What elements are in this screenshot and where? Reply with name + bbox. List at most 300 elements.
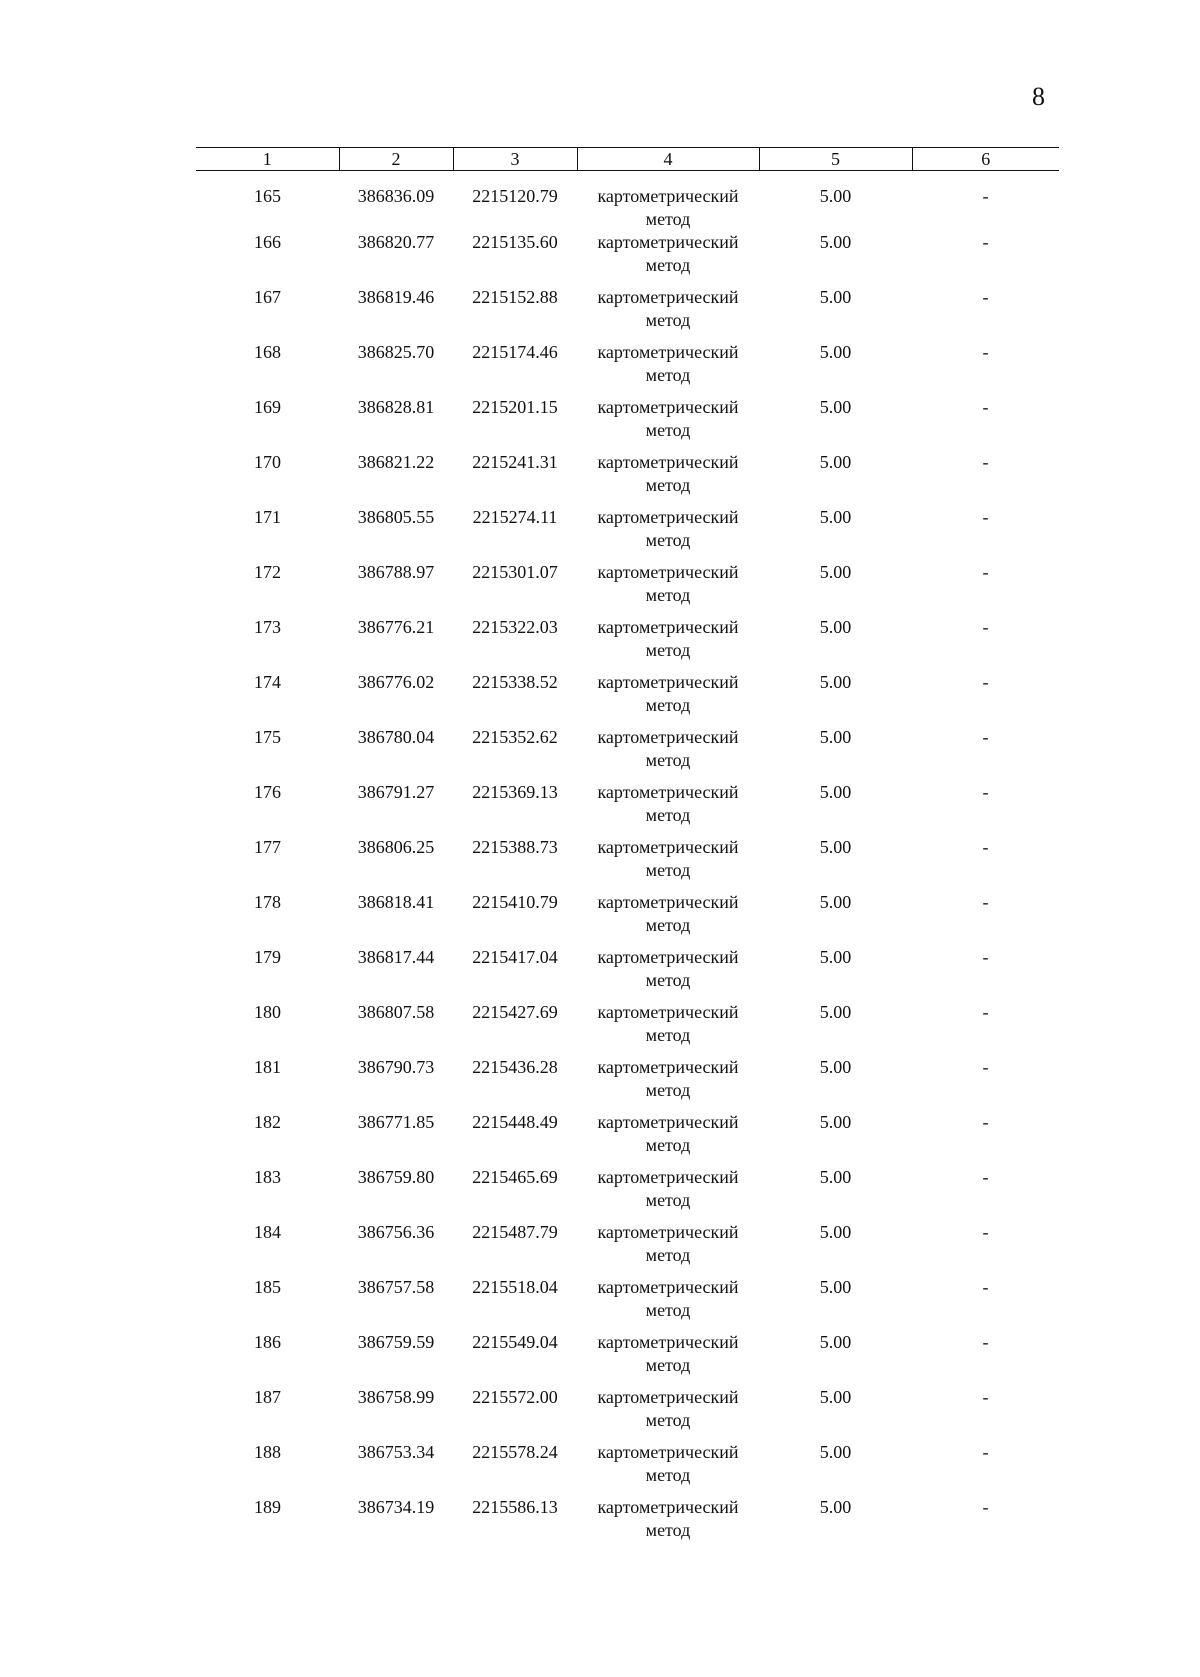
- table-row: [196, 836, 1059, 891]
- table-body: [196, 171, 1059, 1552]
- method-cell-text: картометрический: [597, 1222, 739, 1242]
- accuracy-cell-text: 5.00: [819, 782, 852, 802]
- method-cell: [577, 616, 759, 671]
- x-coordinate-cell: [339, 171, 453, 232]
- x-coordinate-cell: [339, 836, 453, 891]
- table-row: [196, 286, 1059, 341]
- header-cell-5: 5: [759, 148, 912, 171]
- note-cell-text: -: [982, 782, 989, 802]
- method-cell-text: картометрический: [597, 1167, 739, 1187]
- method-cell: [577, 286, 759, 341]
- method-cell-text: картометрический: [597, 617, 739, 637]
- note-cell-text: -: [982, 287, 989, 307]
- note-cell-text: -: [982, 1332, 989, 1352]
- note-cell: [912, 286, 1059, 341]
- method-cell-text: картометрический: [597, 1002, 739, 1022]
- note-cell: [912, 506, 1059, 561]
- accuracy-cell-text: 5.00: [819, 1167, 852, 1187]
- point-number-cell-text: 167: [254, 287, 281, 307]
- method-cell-text: картометрический: [597, 342, 739, 362]
- accuracy-cell: [759, 616, 912, 671]
- note-cell-text: -: [982, 507, 989, 527]
- method-cell-text: метод: [645, 255, 691, 275]
- method-cell-text: метод: [645, 1025, 691, 1045]
- accuracy-cell: [759, 1496, 912, 1551]
- table-row: [196, 1221, 1059, 1276]
- x-coordinate-cell: [339, 1276, 453, 1331]
- y-coordinate-cell-text: 2215465.69: [472, 1167, 558, 1187]
- note-cell: [912, 836, 1059, 891]
- point-number-cell-text: 189: [254, 1497, 281, 1517]
- note-cell-text: -: [982, 1222, 989, 1242]
- x-coordinate-cell-text: 386753.34: [357, 1442, 435, 1462]
- y-coordinate-cell: [453, 781, 577, 836]
- accuracy-cell: [759, 286, 912, 341]
- method-cell-text: картометрический: [597, 397, 739, 417]
- method-cell-text: метод: [645, 310, 691, 330]
- y-coordinate-cell: [453, 616, 577, 671]
- x-coordinate-cell: [339, 451, 453, 506]
- x-coordinate-cell-text: 386776.02: [357, 672, 435, 692]
- point-number-cell: [196, 1386, 339, 1441]
- accuracy-cell-text: 5.00: [819, 892, 852, 912]
- method-cell: [577, 1056, 759, 1111]
- table-row: [196, 1001, 1059, 1056]
- accuracy-cell-text: 5.00: [819, 397, 852, 417]
- x-coordinate-cell-text: 386734.19: [357, 1497, 435, 1517]
- point-number-cell: [196, 451, 339, 506]
- y-coordinate-cell: [453, 1331, 577, 1386]
- method-cell: [577, 1276, 759, 1331]
- point-number-cell-text: 166: [254, 232, 281, 252]
- method-cell-text: картометрический: [597, 186, 739, 206]
- method-cell: [577, 1331, 759, 1386]
- method-cell: [577, 171, 759, 232]
- method-cell-text: метод: [645, 915, 691, 935]
- accuracy-cell: [759, 946, 912, 1001]
- x-coordinate-cell-text: 386817.44: [357, 947, 435, 967]
- method-cell-text: метод: [645, 209, 691, 229]
- header-row: [196, 148, 1059, 171]
- x-coordinate-cell-text: 386805.55: [357, 507, 435, 527]
- method-cell: [577, 1386, 759, 1441]
- table-row: [196, 451, 1059, 506]
- table-row: [196, 726, 1059, 781]
- y-coordinate-cell: [453, 946, 577, 1001]
- y-coordinate-cell-text: 2215427.69: [472, 1002, 558, 1022]
- y-coordinate-cell: [453, 561, 577, 616]
- method-cell-text: картометрический: [597, 1332, 739, 1352]
- point-number-cell-text: 177: [254, 837, 281, 857]
- x-coordinate-cell: [339, 1001, 453, 1056]
- point-number-cell: [196, 616, 339, 671]
- method-cell: [577, 231, 759, 286]
- y-coordinate-cell: [453, 726, 577, 781]
- method-cell-text: метод: [645, 1245, 691, 1265]
- y-coordinate-cell-text: 2215301.07: [472, 562, 558, 582]
- y-coordinate-cell: [453, 1111, 577, 1166]
- y-coordinate-cell-text: 2215274.11: [472, 507, 558, 527]
- accuracy-cell: [759, 1386, 912, 1441]
- point-number-cell-text: 181: [254, 1057, 281, 1077]
- point-number-cell: [196, 561, 339, 616]
- header-cell-2: 2: [339, 148, 453, 171]
- method-cell-text: метод: [645, 1190, 691, 1210]
- x-coordinate-cell-text: 386758.99: [357, 1387, 435, 1407]
- method-cell-text: метод: [645, 1300, 691, 1320]
- x-coordinate-cell-text: 386807.58: [357, 1002, 435, 1022]
- accuracy-cell: [759, 561, 912, 616]
- method-cell-text: метод: [645, 1355, 691, 1375]
- accuracy-cell: [759, 1001, 912, 1056]
- accuracy-cell: [759, 1166, 912, 1221]
- x-coordinate-cell: [339, 286, 453, 341]
- accuracy-cell: [759, 1111, 912, 1166]
- accuracy-cell-text: 5.00: [819, 672, 852, 692]
- accuracy-cell-text: 5.00: [819, 1112, 852, 1132]
- y-coordinate-cell: [453, 1276, 577, 1331]
- method-cell: [577, 671, 759, 726]
- method-cell-text: картометрический: [597, 1277, 739, 1297]
- x-coordinate-cell: [339, 1386, 453, 1441]
- point-number-cell-text: 175: [254, 727, 281, 747]
- method-cell-text: картометрический: [597, 1387, 739, 1407]
- method-cell: [577, 396, 759, 451]
- x-coordinate-cell-text: 386756.36: [357, 1222, 435, 1242]
- point-number-cell: [196, 171, 339, 232]
- x-coordinate-cell-text: 386759.80: [357, 1167, 435, 1187]
- note-cell-text: -: [982, 1057, 989, 1077]
- x-coordinate-cell-text: 386757.58: [357, 1277, 435, 1297]
- accuracy-cell-text: 5.00: [819, 1442, 852, 1462]
- method-cell: [577, 1111, 759, 1166]
- y-coordinate-cell: [453, 231, 577, 286]
- x-coordinate-cell-text: 386776.21: [357, 617, 435, 637]
- note-cell: [912, 1056, 1059, 1111]
- point-number-cell: [196, 1111, 339, 1166]
- note-cell: [912, 396, 1059, 451]
- y-coordinate-cell-text: 2215549.04: [472, 1332, 558, 1352]
- note-cell-text: -: [982, 1002, 989, 1022]
- x-coordinate-cell-text: 386791.27: [357, 782, 435, 802]
- note-cell-text: -: [982, 186, 989, 206]
- table-row: [196, 231, 1059, 286]
- table-row: [196, 671, 1059, 726]
- note-cell: [912, 1166, 1059, 1221]
- table-row: [196, 561, 1059, 616]
- point-number-cell-text: 179: [254, 947, 281, 967]
- point-number-cell-text: 178: [254, 892, 281, 912]
- point-number-cell-text: 180: [254, 1002, 281, 1022]
- table-row: [196, 891, 1059, 946]
- x-coordinate-cell: [339, 1166, 453, 1221]
- method-cell: [577, 341, 759, 396]
- table-row: [196, 616, 1059, 671]
- accuracy-cell: [759, 726, 912, 781]
- accuracy-cell: [759, 1221, 912, 1276]
- point-number-cell: [196, 671, 339, 726]
- y-coordinate-cell-text: 2215135.60: [472, 232, 558, 252]
- method-cell-text: картометрический: [597, 1057, 739, 1077]
- note-cell: [912, 561, 1059, 616]
- point-number-cell: [196, 1166, 339, 1221]
- table-row: [196, 781, 1059, 836]
- point-number-cell: [196, 1441, 339, 1496]
- y-coordinate-cell: [453, 891, 577, 946]
- y-coordinate-cell: [453, 286, 577, 341]
- note-cell: [912, 1111, 1059, 1166]
- point-number-cell: [196, 946, 339, 1001]
- y-coordinate-cell-text: 2215518.04: [472, 1277, 558, 1297]
- accuracy-cell-text: 5.00: [819, 727, 852, 747]
- point-number-cell: [196, 1221, 339, 1276]
- x-coordinate-cell-text: 386790.73: [357, 1057, 435, 1077]
- method-cell: [577, 891, 759, 946]
- x-coordinate-cell: [339, 561, 453, 616]
- accuracy-cell: [759, 506, 912, 561]
- method-cell-text: метод: [645, 585, 691, 605]
- x-coordinate-cell: [339, 231, 453, 286]
- accuracy-cell-text: 5.00: [819, 342, 852, 362]
- y-coordinate-cell: [453, 171, 577, 232]
- method-cell-text: метод: [645, 695, 691, 715]
- table-row: [196, 1441, 1059, 1496]
- method-cell-text: картометрический: [597, 287, 739, 307]
- point-number-cell: [196, 341, 339, 396]
- accuracy-cell: [759, 171, 912, 232]
- y-coordinate-cell-text: 2215578.24: [472, 1442, 558, 1462]
- y-coordinate-cell-text: 2215448.49: [472, 1112, 558, 1132]
- note-cell: [912, 946, 1059, 1001]
- point-number-cell-text: 184: [254, 1222, 281, 1242]
- x-coordinate-cell: [339, 1441, 453, 1496]
- x-coordinate-cell-text: 386780.04: [357, 727, 435, 747]
- method-cell-text: картометрический: [597, 232, 739, 252]
- note-cell: [912, 1221, 1059, 1276]
- method-cell: [577, 946, 759, 1001]
- point-number-cell: [196, 1276, 339, 1331]
- note-cell-text: -: [982, 672, 989, 692]
- method-cell: [577, 781, 759, 836]
- x-coordinate-cell-text: 386836.09: [357, 186, 435, 206]
- x-coordinate-cell-text: 386819.46: [357, 287, 435, 307]
- table-row: [196, 1056, 1059, 1111]
- method-cell-text: метод: [645, 1410, 691, 1430]
- note-cell: [912, 616, 1059, 671]
- y-coordinate-cell-text: 2215417.04: [472, 947, 558, 967]
- accuracy-cell-text: 5.00: [819, 1222, 852, 1242]
- x-coordinate-cell: [339, 891, 453, 946]
- method-cell-text: картометрический: [597, 1497, 739, 1517]
- method-cell: [577, 1496, 759, 1551]
- method-cell-text: картометрический: [597, 1442, 739, 1462]
- x-coordinate-cell: [339, 1056, 453, 1111]
- header-cell-3: 3: [453, 148, 577, 171]
- method-cell-text: картометрический: [597, 1112, 739, 1132]
- method-cell-text: метод: [645, 805, 691, 825]
- accuracy-cell-text: 5.00: [819, 947, 852, 967]
- accuracy-cell-text: 5.00: [819, 452, 852, 472]
- note-cell-text: -: [982, 562, 989, 582]
- y-coordinate-cell-text: 2215201.15: [472, 397, 558, 417]
- method-cell: [577, 506, 759, 561]
- point-number-cell-text: 185: [254, 1277, 281, 1297]
- note-cell-text: -: [982, 397, 989, 417]
- accuracy-cell: [759, 1331, 912, 1386]
- y-coordinate-cell-text: 2215241.31: [472, 452, 558, 472]
- accuracy-cell: [759, 451, 912, 506]
- method-cell-text: метод: [645, 970, 691, 990]
- method-cell: [577, 1166, 759, 1221]
- note-cell: [912, 1276, 1059, 1331]
- accuracy-cell: [759, 781, 912, 836]
- x-coordinate-cell: [339, 946, 453, 1001]
- x-coordinate-cell: [339, 726, 453, 781]
- method-cell-text: картометрический: [597, 672, 739, 692]
- accuracy-cell-text: 5.00: [819, 232, 852, 252]
- y-coordinate-cell: [453, 1056, 577, 1111]
- accuracy-cell-text: 5.00: [819, 1057, 852, 1077]
- method-cell-text: картометрический: [597, 892, 739, 912]
- note-cell: [912, 451, 1059, 506]
- y-coordinate-cell: [453, 341, 577, 396]
- accuracy-cell-text: 5.00: [819, 1497, 852, 1517]
- note-cell: [912, 726, 1059, 781]
- point-number-cell-text: 186: [254, 1332, 281, 1352]
- accuracy-cell: [759, 671, 912, 726]
- x-coordinate-cell: [339, 1331, 453, 1386]
- note-cell-text: -: [982, 1497, 989, 1517]
- accuracy-cell-text: 5.00: [819, 507, 852, 527]
- header-cell-1: 1: [196, 148, 339, 171]
- y-coordinate-cell-text: 2215487.79: [472, 1222, 558, 1242]
- x-coordinate-cell: [339, 1496, 453, 1551]
- method-cell-text: метод: [645, 530, 691, 550]
- x-coordinate-cell: [339, 616, 453, 671]
- note-cell: [912, 1331, 1059, 1386]
- accuracy-cell-text: 5.00: [819, 562, 852, 582]
- note-cell: [912, 891, 1059, 946]
- x-coordinate-cell-text: 386771.85: [357, 1112, 435, 1132]
- method-cell-text: картометрический: [597, 507, 739, 527]
- method-cell-text: картометрический: [597, 452, 739, 472]
- y-coordinate-cell-text: 2215174.46: [472, 342, 558, 362]
- table-header: [196, 148, 1059, 171]
- note-cell-text: -: [982, 1167, 989, 1187]
- note-cell-text: -: [982, 1442, 989, 1462]
- x-coordinate-cell-text: 386828.81: [357, 397, 435, 417]
- method-cell-text: картометрический: [597, 727, 739, 747]
- table-row: [196, 341, 1059, 396]
- method-cell-text: метод: [645, 750, 691, 770]
- point-number-cell: [196, 781, 339, 836]
- point-number-cell-text: 174: [254, 672, 281, 692]
- accuracy-cell: [759, 1056, 912, 1111]
- y-coordinate-cell-text: 2215338.52: [472, 672, 558, 692]
- point-number-cell-text: 165: [254, 186, 281, 206]
- point-number-cell-text: 171: [254, 507, 281, 527]
- note-cell-text: -: [982, 617, 989, 637]
- x-coordinate-cell-text: 386825.70: [357, 342, 435, 362]
- method-cell: [577, 561, 759, 616]
- table-row: [196, 1331, 1059, 1386]
- point-number-cell-text: 183: [254, 1167, 281, 1187]
- point-number-cell: [196, 506, 339, 561]
- x-coordinate-cell: [339, 341, 453, 396]
- point-number-cell-text: 187: [254, 1387, 281, 1407]
- y-coordinate-cell: [453, 396, 577, 451]
- accuracy-cell-text: 5.00: [819, 617, 852, 637]
- y-coordinate-cell-text: 2215572.00: [472, 1387, 558, 1407]
- y-coordinate-cell: [453, 506, 577, 561]
- x-coordinate-cell-text: 386806.25: [357, 837, 435, 857]
- y-coordinate-cell-text: 2215369.13: [472, 782, 558, 802]
- accuracy-cell: [759, 891, 912, 946]
- table-row: [196, 1166, 1059, 1221]
- note-cell: [912, 1001, 1059, 1056]
- method-cell: [577, 1221, 759, 1276]
- method-cell: [577, 726, 759, 781]
- note-cell-text: -: [982, 342, 989, 362]
- table-row: [196, 171, 1059, 232]
- point-number-cell-text: 176: [254, 782, 281, 802]
- point-number-cell-text: 168: [254, 342, 281, 362]
- table-row: [196, 396, 1059, 451]
- method-cell: [577, 1001, 759, 1056]
- note-cell-text: -: [982, 727, 989, 747]
- header-cell-4: 4: [577, 148, 759, 171]
- note-cell-text: -: [982, 1277, 989, 1297]
- y-coordinate-cell-text: 2215120.79: [472, 186, 558, 206]
- point-number-cell: [196, 396, 339, 451]
- point-number-cell-text: 170: [254, 452, 281, 472]
- y-coordinate-cell-text: 2215322.03: [472, 617, 558, 637]
- x-coordinate-cell: [339, 781, 453, 836]
- method-cell: [577, 836, 759, 891]
- x-coordinate-cell-text: 386820.77: [357, 232, 435, 252]
- x-coordinate-cell: [339, 671, 453, 726]
- accuracy-cell-text: 5.00: [819, 186, 852, 206]
- point-number-cell: [196, 726, 339, 781]
- method-cell: [577, 1441, 759, 1496]
- method-cell-text: картометрический: [597, 782, 739, 802]
- method-cell: [577, 451, 759, 506]
- accuracy-cell-text: 5.00: [819, 1332, 852, 1352]
- note-cell: [912, 341, 1059, 396]
- note-cell: [912, 1386, 1059, 1441]
- accuracy-cell: [759, 1276, 912, 1331]
- point-number-cell: [196, 1496, 339, 1551]
- x-coordinate-cell-text: 386821.22: [357, 452, 435, 472]
- accuracy-cell: [759, 396, 912, 451]
- y-coordinate-cell: [453, 1221, 577, 1276]
- accuracy-cell: [759, 341, 912, 396]
- method-cell-text: метод: [645, 640, 691, 660]
- table-row: [196, 506, 1059, 561]
- method-cell-text: метод: [645, 420, 691, 440]
- y-coordinate-cell: [453, 451, 577, 506]
- x-coordinate-cell: [339, 396, 453, 451]
- y-coordinate-cell-text: 2215352.62: [472, 727, 558, 747]
- note-cell: [912, 1496, 1059, 1551]
- table-row: [196, 1496, 1059, 1551]
- y-coordinate-cell: [453, 1441, 577, 1496]
- x-coordinate-cell-text: 386759.59: [357, 1332, 435, 1352]
- y-coordinate-cell: [453, 1496, 577, 1551]
- accuracy-cell: [759, 836, 912, 891]
- accuracy-cell-text: 5.00: [819, 287, 852, 307]
- note-cell: [912, 1441, 1059, 1496]
